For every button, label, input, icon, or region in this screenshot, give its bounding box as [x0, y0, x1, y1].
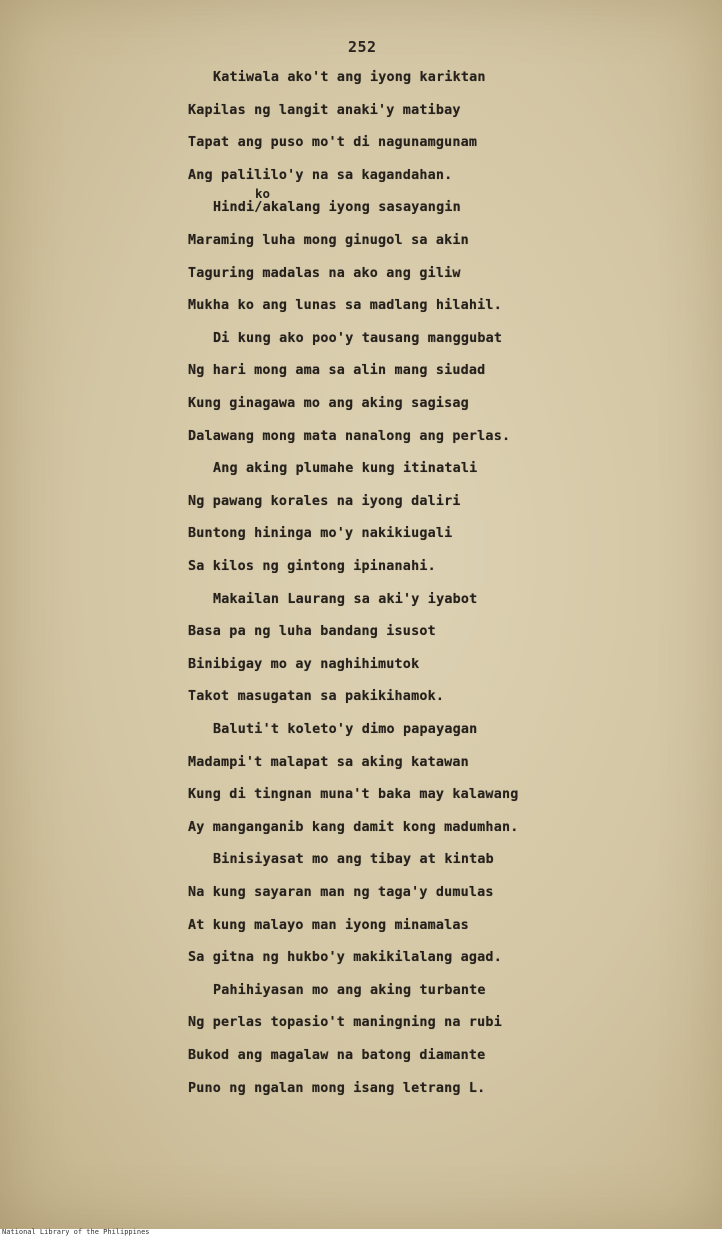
poem-line: Binisiyasat mo ang tibay at kintab [213, 852, 494, 868]
poem-line: Na kung sayaran man ng taga'y dumulas [188, 885, 494, 900]
poem-line: Sa kilos ng gintong ipinanahi. [188, 559, 436, 574]
poem-line: Kung di tingnan muna't baka may kalawang [188, 787, 519, 803]
poem-line: Pahihiyasan mo ang aking turbante [213, 982, 486, 998]
poem-line: Bukod ang magalaw na batong diamante [188, 1048, 486, 1063]
poem-line: Kapilas ng langit anaki'y matibay [188, 102, 461, 118]
poem-line: Ang aking plumahe kung itinatali [213, 461, 478, 477]
poem-line: Hindi/akalang iyong sasayangin [213, 200, 461, 216]
poem-line: Tapat ang puso mo't di nagunamgunam [188, 135, 478, 151]
footer-credit: National Library of the Philippines [2, 1228, 150, 1236]
poem-line: Sa gitna ng hukbo'y makikilalang agad. [188, 950, 502, 966]
poem-line: Buntong hininga mo'y nakikiugali [188, 526, 453, 542]
poem-line: Dalawang mong mata nanalong ang perlas. [188, 428, 511, 444]
footer-bar [0, 1229, 722, 1238]
page-number: 252 [348, 38, 377, 56]
poem-line: Binibigay mo ay naghihimutok [188, 656, 420, 672]
poem-line: Makailan Laurang sa aki'y iyabot [213, 591, 478, 607]
poem-line: Madampi't malapat sa aking katawan [188, 754, 469, 770]
poem-line: Taguring madalas na ako ang giliw [188, 265, 461, 281]
poem-line: Kung ginagawa mo ang aking sagisag [188, 396, 469, 411]
poem-line: Puno ng ngalan mong isang letrang L. [188, 1080, 486, 1096]
poem-line: Takot masugatan sa pakikihamok. [188, 689, 445, 705]
poem-line: Maraming luha mong ginugol sa akin [188, 233, 469, 248]
poem-line: Ng perlas topasio't maningning na rubi [188, 1015, 502, 1031]
poem-line: Ng pawang korales na iyong daliri [188, 493, 461, 509]
poem-line: Baluti't koleto'y dimo papayagan [213, 722, 478, 737]
poem-line: Basa pa ng luha bandang isusot [188, 624, 436, 640]
poem-line: Ang palililo'y na sa kagandahan. [188, 167, 453, 183]
poem-line: Ng hari mong ama sa alin mang siudad [188, 363, 486, 379]
poem-line: Ay manganganib kang damit kong madumhan. [188, 819, 519, 835]
poem-line: Di kung ako poo'y tausang manggubat [213, 330, 503, 346]
handwritten-insertion: ko [255, 186, 271, 201]
poem-line: Mukha ko ang lunas sa madlang hilahil. [188, 298, 502, 314]
poem-line: Katiwala ako't ang iyong kariktan [213, 70, 486, 85]
poem-line: At kung malayo man iyong minamalas [188, 917, 469, 933]
